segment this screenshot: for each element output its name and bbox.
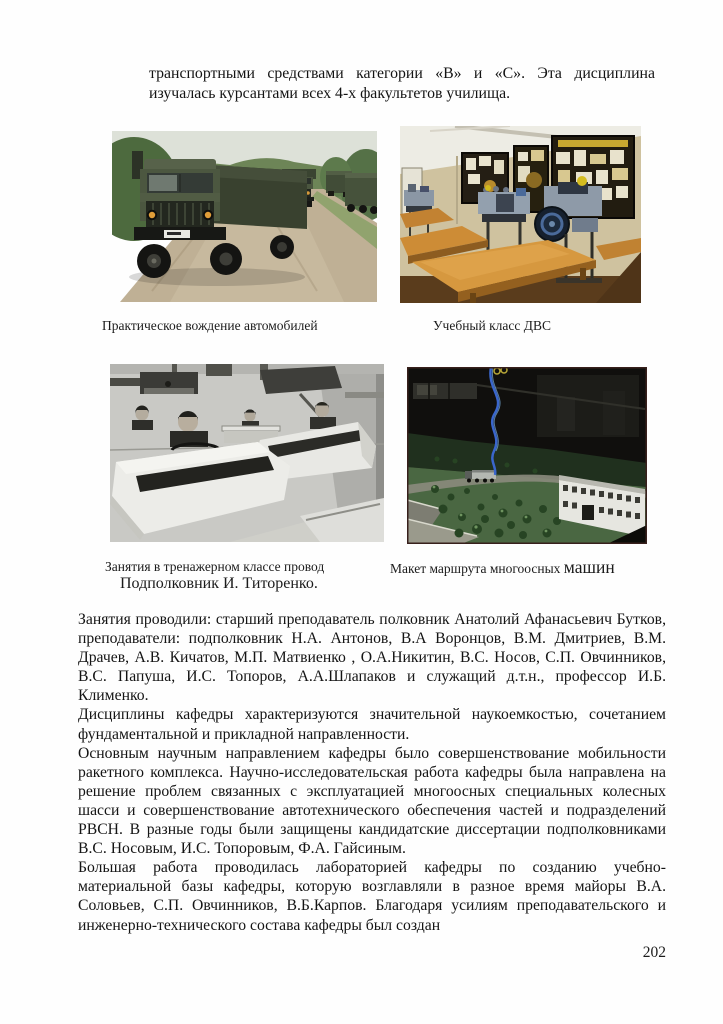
body-paragraph: Основным научным направлением кафедры было совершенствование мобильности ракетного комплекса. Научно-исследовательская работа кафедры была направлена на решение проблем связанных с эксплуатацией многоосных специальных колесных шасси и совершенствование автотехнического обеспечения частей и подразделений РВСН. В разные годы были защищены кандидатские диссертации подполковниками В.С. Носовым, И.С. Топоровым, Ф.А. Гайсиным.	[78, 744, 666, 858]
caption-simulator-line2: Подполковник И. Титоренко.	[120, 575, 318, 592]
driving-practice-image	[112, 131, 377, 302]
body-paragraph: Большая работа проводилась лабораторией кафедры по созданию учебно-материальной базы кафедры, которую возглавляли в разное время майоры В.А. Соловьев, С.П. Овчинников, В.Б.Карпов. Благодаря усилиям преподавательского и инженерно-технического состава кафедры был создан	[78, 859, 666, 934]
photo-route-model	[407, 367, 647, 544]
caption-simulator-line1: Занятия в тренажерном классе провод	[105, 559, 325, 574]
simulator-class-image	[110, 364, 384, 542]
body-text-block	[78, 610, 666, 935]
engine-classroom-image	[400, 126, 641, 303]
caption-driving-practice: Практическое вождение автомобилей	[102, 318, 318, 333]
photo-engine-classroom	[400, 126, 641, 303]
caption-route-model	[390, 557, 615, 578]
caption-engine-classroom: Учебный класс ДВС	[433, 318, 551, 333]
photo-driving-practice	[112, 131, 377, 302]
page-number: 202	[642, 944, 666, 961]
photo-simulator-class	[110, 364, 384, 542]
body-paragraph: Занятия проводили: старший преподаватель полковник Анатолий Афанасьевич Бутков, преподаватели: подполковник Н.А. Антонов, В.А Воронцов, В.М. Дмитриев, В.М. Драчев, А.В. Кичатов, М.П. Матвиенко , О.А.Никитин, В.С. Носов, С.П. Овчинников, В.С. Папуша, И.С. Топоров, А.А.Шлапаков и служащий д.т.н., профессор И.Б. Клименко.	[78, 611, 666, 705]
body-paragraph: Дисциплины кафедры характеризуются значительной наукоемкостью, сочетанием фундаментальной и прикладной направленности.	[78, 706, 666, 743]
intro-paragraph: транспортными средствами категории «В» и «С». Эта дисциплина изучалась курсантами всех 4-х факультетов училища.	[149, 65, 655, 102]
caption-route-model-text: Макет маршрута многоосных	[390, 561, 564, 576]
caption-route-model-bigword: машин	[563, 557, 615, 577]
route-model-image	[407, 367, 647, 544]
